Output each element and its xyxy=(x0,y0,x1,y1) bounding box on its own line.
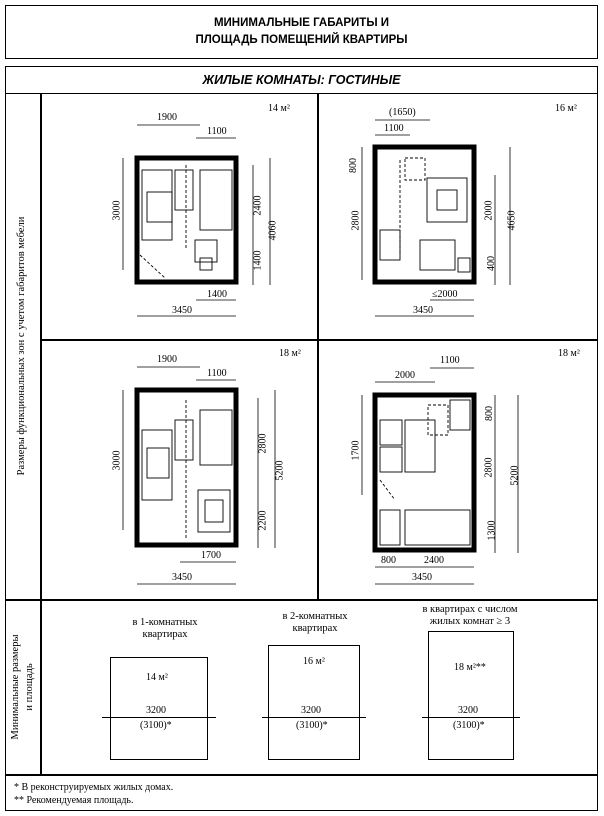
plan-2-dim-3: 800 xyxy=(348,158,359,173)
plan-2-dim-6: 4650 xyxy=(506,210,518,231)
plan-2-area: 16 м² xyxy=(555,103,577,114)
header-line-2: ПЛОЩАДЬ ПОМЕЩЕНИЙ КВАРТИРЫ xyxy=(195,34,408,46)
min-2-caption xyxy=(250,611,380,635)
min-2-dimension-line xyxy=(262,717,366,718)
header-line-1: МИНИМАЛЬНЫЕ ГАБАРИТЫ И xyxy=(213,17,390,29)
plan-2-dim-4: 2800 xyxy=(350,210,362,231)
plan-4-dim-4: 1700 xyxy=(350,440,362,461)
plan-3-dim-6: 2200 xyxy=(257,510,269,531)
min-1-area: 14 м² xyxy=(146,672,168,683)
plan-4-dim-3: 800 xyxy=(484,406,495,421)
plan-4-area: 18 м² xyxy=(558,348,580,359)
plan-2-dim-7: 400 xyxy=(486,256,497,271)
plan-1-dim-4: 2400 xyxy=(252,195,264,216)
min-2-area: 16 м² xyxy=(303,656,325,667)
min-1-caption-line-1: в 1-комнатных xyxy=(132,617,198,628)
plan-1-area: 14 м² xyxy=(268,103,290,114)
plan-4-dim-9: 2400 xyxy=(424,555,444,566)
min-3-width: 3200 xyxy=(458,705,478,716)
min-3-alt: (3100)* xyxy=(453,720,485,731)
min-3-caption-line-1: в квартирах с числом xyxy=(422,604,518,615)
plan-4-dim-10: 3450 xyxy=(412,572,432,583)
plan-1-dim-5: 4060 xyxy=(267,220,279,241)
plan-1-dim-3: 3000 xyxy=(111,200,123,221)
plan-2-dim-5: 2000 xyxy=(483,200,495,221)
section-title: ЖИЛЫЕ КОМНАТЫ: ГОСТИНЫЕ xyxy=(6,67,597,94)
min-3-square xyxy=(428,631,514,760)
plan-3-dim-4: 2800 xyxy=(257,433,269,454)
plan-2-dim-9: 3450 xyxy=(413,305,433,316)
min-3-caption-line-2: жилых комнат ≥ 3 xyxy=(429,616,511,627)
plan-3-dim-1: 1900 xyxy=(157,354,177,365)
plan-2-dim-8: ≤2000 xyxy=(432,289,458,300)
plan-4-furniture xyxy=(380,400,470,545)
min-1-caption xyxy=(100,617,230,641)
footnote-2: ** Рекомендуемая площадь. xyxy=(14,795,134,806)
min-1-caption-line-2: квартирах xyxy=(142,629,188,640)
plan-1-dim-8: 3450 xyxy=(172,305,192,316)
plan-1-dim-2: 1100 xyxy=(207,126,227,137)
min-2-width: 3200 xyxy=(301,705,321,716)
min-1-alt: (3100)* xyxy=(140,720,172,731)
plan-2-dim-1: (1650) xyxy=(389,107,416,118)
plan-3-area: 18 м² xyxy=(279,348,301,359)
min-3-dimension-line xyxy=(422,717,520,718)
plan-4-dim-7: 1300 xyxy=(486,520,498,541)
plan-4-walls xyxy=(375,395,474,550)
plan-3-dim-7: 1700 xyxy=(201,550,221,561)
row-label-minimum-line-1: Минимальные размеры xyxy=(10,634,21,740)
plan-4-dim-2: 2000 xyxy=(395,370,415,381)
row-label-plans: Размеры функциональных зон с учетом габаритов мебели xyxy=(16,216,27,476)
plan-3-dim-5: 5200 xyxy=(274,460,286,481)
plan-3-dim-3: 3000 xyxy=(111,450,123,471)
plan-3-dim-2: 1100 xyxy=(207,368,227,379)
min-3-area: 18 м²** xyxy=(454,662,486,673)
plan-3-dim-8: 3450 xyxy=(172,572,192,583)
plan-2-dim-2: 1100 xyxy=(384,123,404,134)
plan-1-dim-6: 1400 xyxy=(252,250,264,271)
min-2-alt: (3100)* xyxy=(296,720,328,731)
min-2-caption-line-2: квартирах xyxy=(292,623,338,634)
plan-4-dim-1: 1100 xyxy=(440,355,460,366)
min-2-caption-line-1: в 2-комнатных xyxy=(282,611,348,622)
plan-1-dim-7: 1400 xyxy=(207,289,227,300)
min-3-caption xyxy=(400,604,540,628)
footnote-1: * В реконструируемых жилых домах. xyxy=(14,782,174,793)
plan-4-dim-6: 5200 xyxy=(509,465,521,486)
plan-4-dim-8: 800 xyxy=(381,555,396,566)
plan-4-dim-5: 2800 xyxy=(483,457,495,478)
min-1-width: 3200 xyxy=(146,705,166,716)
plan-1-dim-1: 1900 xyxy=(157,112,177,123)
min-1-dimension-line xyxy=(102,717,216,718)
row-label-minimum-line-2: и площадь xyxy=(24,663,35,711)
